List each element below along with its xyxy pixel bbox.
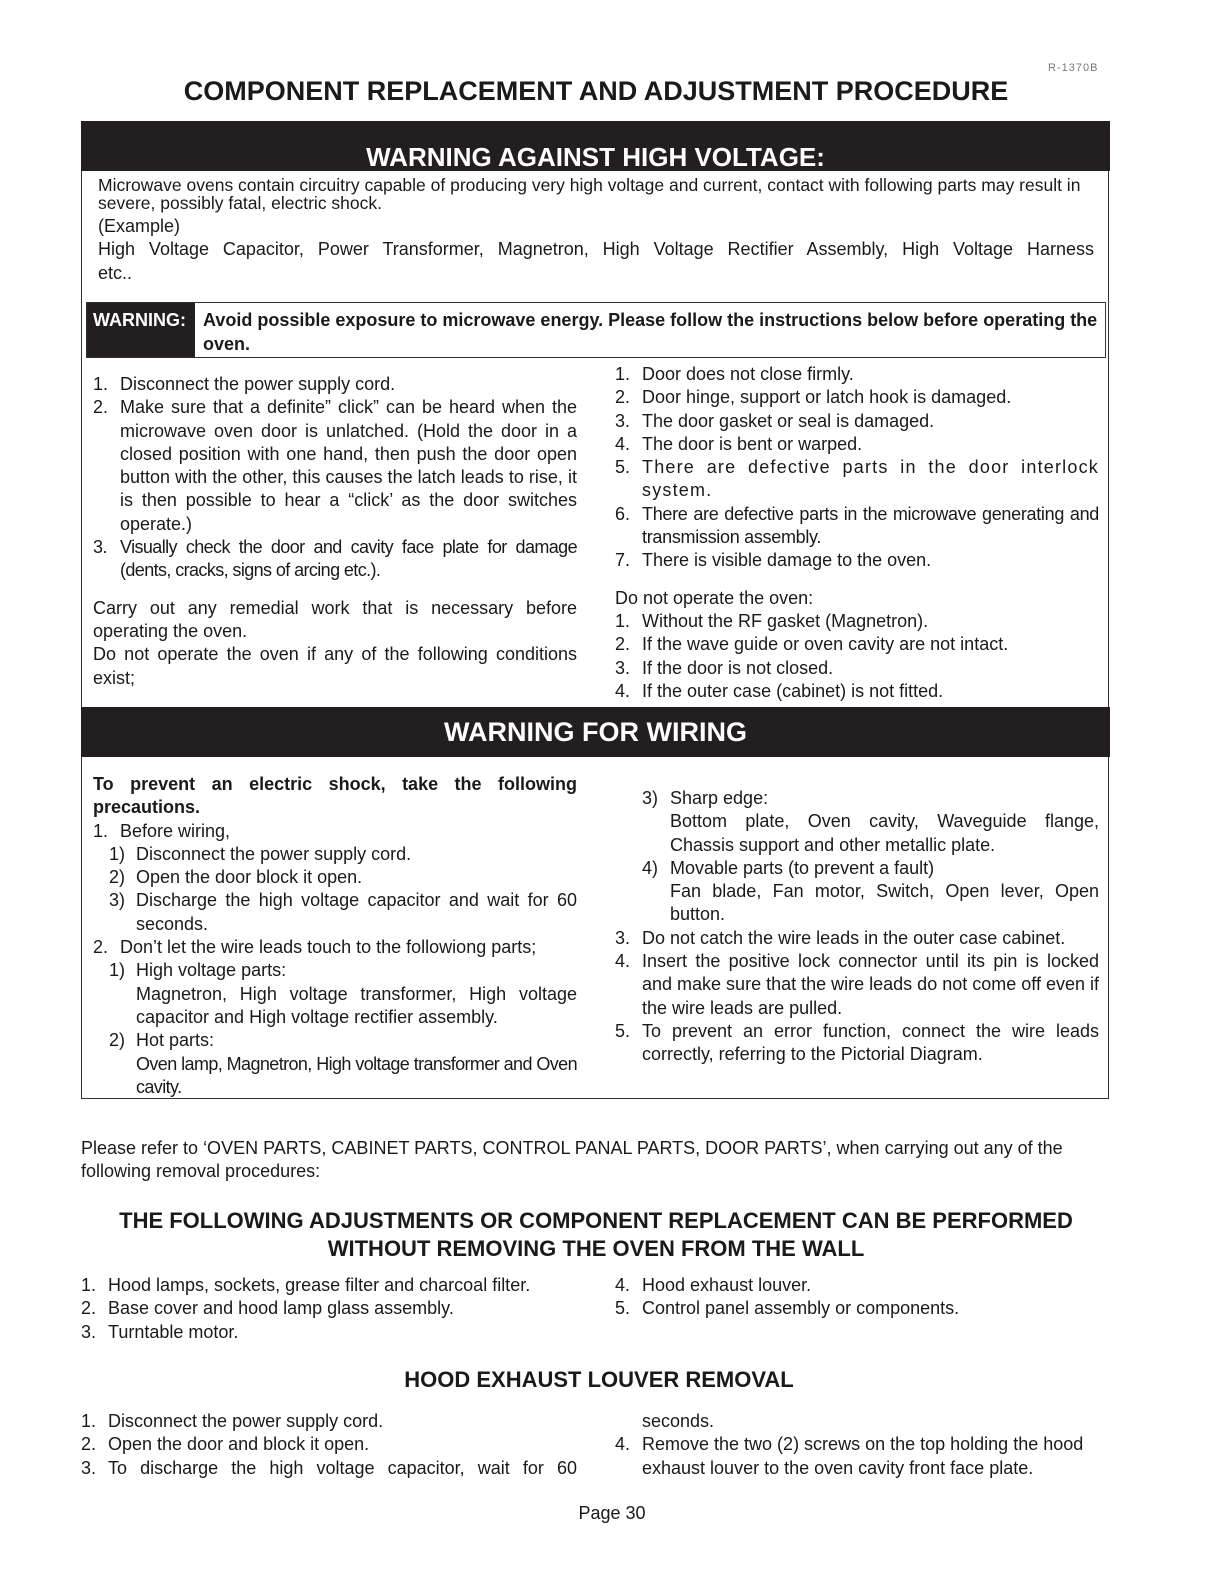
high-voltage-intro: Microwave ovens contain circuitry capable of producing very high voltage and current, contact with following parts may result in severe, possibly fatal, electric shock. (98, 175, 1081, 213)
warning-label: WARNING: (87, 303, 195, 357)
adjustments-left (81, 1274, 581, 1344)
list-item: 3. Turntable motor. (81, 1321, 239, 1342)
high-voltage-parts-tail: etc.. (98, 263, 133, 283)
list-item: 2) Open the door block it open. (109, 867, 363, 888)
list-item: 3. If the door is not closed. (615, 657, 834, 678)
list-item: 7. There is visible damage to the oven. (615, 550, 932, 571)
list-item: 1. Disconnect the power supply cord. (93, 374, 396, 394)
wiring-lead: To prevent an electric shock, take the following precautions. (93, 774, 577, 818)
do-not-operate-heading: Do not operate the oven: (615, 587, 814, 608)
remedial-text: Carry out any remedial work that is necessary before operating the oven. (93, 597, 577, 641)
list-item: 1. Door does not close firmly. (615, 364, 854, 384)
list-item: 2) Hot parts: (109, 1030, 215, 1051)
conditions-intro: Do not operate the oven if any of the following conditions exist; (93, 644, 577, 688)
louver-right (615, 1410, 1117, 1480)
adjustments-heading: THE FOLLOWING ADJUSTMENTS OR COMPONENT REPLACEMENT CAN BE PERFORMED WITHOUT REMOVING THE OVEN FROM THE WALL (119, 1208, 1073, 1261)
list-item: 3. Visually check the door and cavity face plate for damage (dents, cracks, signs of arcing etc.). (93, 537, 577, 581)
warning-text: Avoid possible exposure to microwave energy. Please follow the instructions below before operating the oven. (203, 310, 1098, 354)
list-item: 4. If the outer case (cabinet) is not fitted. (615, 680, 944, 701)
list-item-continuation: seconds. (642, 1411, 715, 1431)
list-item: 4. The door is bent or warped. (615, 433, 863, 454)
page-title: COMPONENT REPLACEMENT AND ADJUSTMENT PROCEDURE (183, 76, 1009, 106)
page-number: Page 30 (578, 1503, 646, 1523)
list-item: 3) Discharge the high voltage capacitor and wait for 60 seconds. (109, 890, 577, 934)
list-item: 2. Base cover and hood lamp glass assembly. (81, 1298, 454, 1319)
list-item: 1. Hood lamps, sockets, grease filter and charcoal filter. (81, 1275, 531, 1295)
list-item: 5. There are defective parts in the door interlock system. (615, 457, 1099, 501)
high-voltage-parts: High Voltage Capacitor, Power Transformer, Magnetron, High Voltage Rectifier Assembly, High Voltage Harness (98, 239, 1094, 259)
microwave-warning-box (86, 302, 1106, 358)
list-item: 2. If the wave guide or oven cavity are not intact. (615, 634, 1009, 655)
list-item: 1) Disconnect the power supply cord. (109, 843, 412, 864)
list-item: 1. Disconnect the power supply cord. (81, 1411, 384, 1431)
right-conditions (615, 363, 1099, 703)
list-item: 4) Movable parts (to prevent a fault) (642, 857, 935, 878)
wiring-left (93, 773, 577, 1099)
left-steps (93, 373, 577, 690)
list-item-detail: Fan blade, Fan motor, Switch, Open lever, Open button. (670, 881, 1099, 925)
high-voltage-heading: WARNING AGAINST HIGH VOLTAGE: (81, 121, 1110, 171)
list-item: 1. Before wiring, (93, 820, 231, 841)
refer-note: Please refer to ‘OVEN PARTS, CABINET PARTS, CONTROL PANAL PARTS, DOOR PARTS’, when carrying out any of the following removal procedures: (81, 1138, 1063, 1181)
list-item-detail: Magnetron, High voltage transformer, High voltage capacitor and High voltage rectifier assembly. (136, 983, 577, 1027)
list-item: 3. The door gasket or seal is damaged. (615, 410, 935, 431)
example-label: (Example) (98, 216, 181, 236)
list-item: 2. Door hinge, support or latch hook is damaged. (615, 387, 1012, 408)
list-item: 2. Don’t let the wire leads touch to the followiong parts; (93, 937, 537, 958)
list-item: 5. Control panel assembly or components. (615, 1298, 960, 1319)
list-item: 1) High voltage parts: (109, 960, 287, 981)
list-item: 3. To discharge the high voltage capacitor, wait for 60 (81, 1457, 577, 1478)
document-code: R-1370B (1048, 62, 1099, 74)
list-item-detail: Bottom plate, Oven cavity, Waveguide flange, Chassis support and other metallic plate. (670, 811, 1099, 855)
list-item: 4. Insert the positive lock connector until its pin is locked and make sure that the wire leads do not come off even if the wire leads are pulled. (615, 951, 1099, 1018)
wiring-right (615, 787, 1099, 1067)
list-item: 2. Open the door and block it open. (81, 1434, 370, 1455)
list-item: 6. There are defective parts in the microwave generating and transmission assembly. (615, 503, 1099, 548)
wiring-heading: WARNING FOR WIRING (81, 707, 1110, 757)
list-item: 2. Make sure that a definite” click” can be heard when the microwave oven door is unlatched. (Hold the door in a closed position with one hand, then push the door open button with the other, this causes the latch leads to rise, it is then possible to hear a “click’ as the door switches operate.) (93, 397, 577, 534)
adjustments-right (615, 1274, 1115, 1321)
list-item: 3) Sharp edge: (642, 788, 769, 808)
list-item: 3. Do not catch the wire leads in the outer case cabinet. (615, 927, 1066, 948)
louver-removal-heading: HOOD EXHAUST LOUVER REMOVAL (404, 1367, 794, 1392)
list-item: 5. To prevent an error function, connect the wire leads correctly, referring to the Pictorial Diagram. (615, 1020, 1099, 1065)
list-item: 4. Remove the two (2) screws on the top holding the hood exhaust louver to the oven cavity front face plate. (615, 1434, 1084, 1478)
list-item-detail: Oven lamp, Magnetron, High voltage transformer and Oven cavity. (136, 1053, 577, 1097)
list-item: 4. Hood exhaust louver. (615, 1275, 812, 1295)
list-item: 1. Without the RF gasket (Magnetron). (615, 610, 929, 631)
louver-left (81, 1410, 577, 1480)
